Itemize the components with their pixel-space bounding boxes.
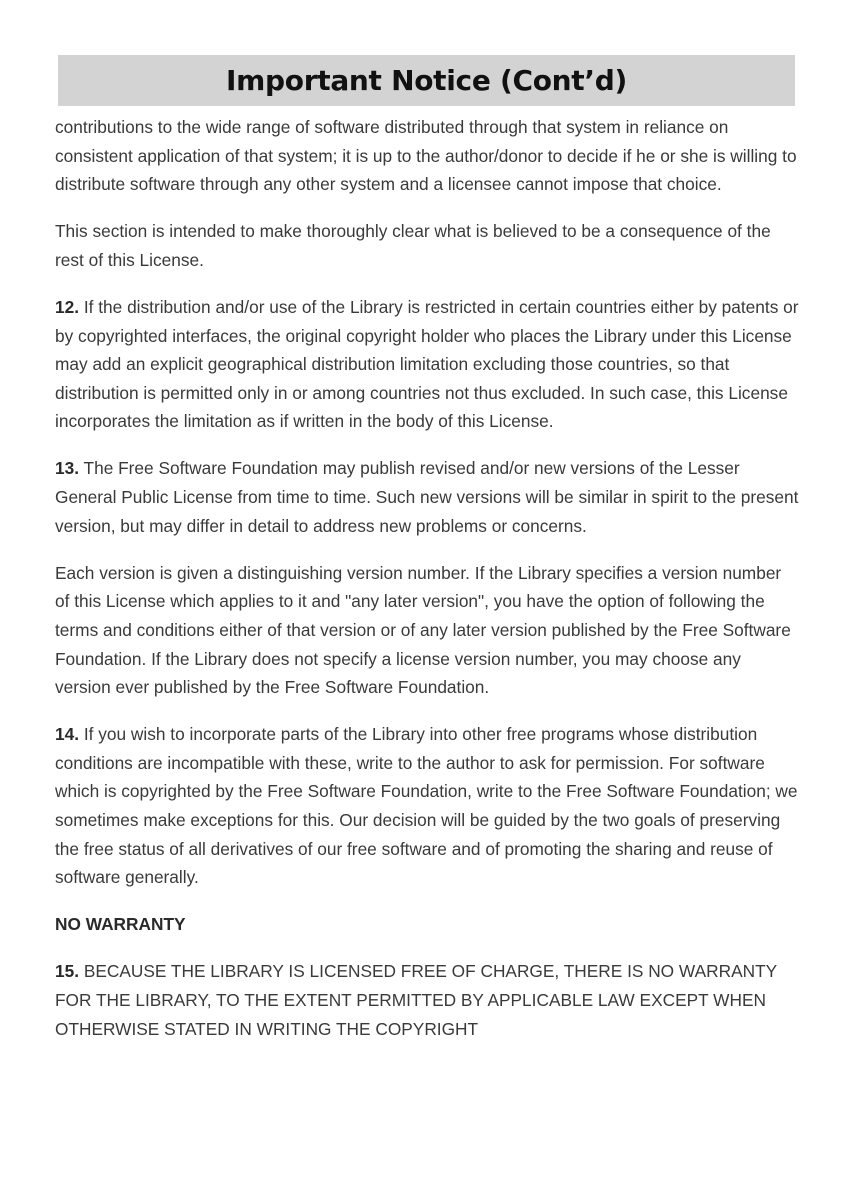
paragraph-version-number bbox=[55, 559, 800, 702]
paragraph-text: The Free Software Foundation may publish revised and/or new versions of the Lesser General Public License from time to time. Such new versions will be similar in spirit to the present version, but may differ in detail to address new problems or concerns. bbox=[55, 458, 799, 536]
paragraph-text: This section is intended to make thoroughly clear what is believed to be a consequence of the rest of this License. bbox=[55, 221, 771, 270]
document-body bbox=[55, 113, 800, 1062]
page-title: Important Notice (Cont’d) bbox=[226, 64, 627, 97]
title-banner bbox=[58, 55, 795, 106]
paragraph-text: BECAUSE THE LIBRARY IS LICENSED FREE OF CHARGE, THERE IS NO WARRANTY FOR THE LIBRARY, TO THE EXTENT PERMITTED BY APPLICABLE LAW EXCEPT WHEN OTHERWISE STATED IN WRITING THE COPYRIGHT bbox=[55, 961, 777, 1039]
paragraph-text: contributions to the wide range of software distributed through that system in reliance on consistent application of that system; it is up to the author/donor to decide if he or she is willing to distribute software through any other system and a licensee cannot impose that choice. bbox=[55, 117, 797, 195]
clause-number: 12. bbox=[55, 296, 80, 317]
paragraph-clause-12 bbox=[55, 293, 800, 436]
paragraph-clause-14 bbox=[55, 720, 800, 892]
clause-number: 14. bbox=[55, 724, 80, 745]
paragraph-text: If the distribution and/or use of the Library is restricted in certain countries either by patents or by copyrighted interfaces, the original copyright holder who places the Library under this License may add an explicit geographical distribution limitation excluding those countries, so that distribution is permitted only in or among countries not thus excluded. In such case, this License incorporates the limitation as if written in the body of this License. bbox=[55, 296, 799, 432]
paragraph-text: If you wish to incorporate parts of the Library into other free programs whose distribution conditions are incompatible with these, write to the author to ask for permission. For software which is copyrighted by the Free Software Foundation, write to the Free Software Foundation; we sometimes make exceptions for this. Our decision will be guided by the two goals of preserving the free status of all derivatives of our free software and of promoting the sharing and reuse of software generally. bbox=[55, 724, 798, 888]
paragraph-clause-15 bbox=[55, 957, 800, 1043]
clause-number: 15. bbox=[55, 961, 80, 982]
paragraph-section-intent bbox=[55, 217, 800, 274]
paragraph-text: Each version is given a distinguishing version number. If the Library specifies a version number of this License which applies to it and "any later version", you have the option of following the terms and conditions either of that version or of any later version published by the Free Software Foundation. If the Library does not specify a license version number, you may choose any version ever published by the Free Software Foundation. bbox=[55, 562, 791, 698]
paragraph-continued bbox=[55, 113, 800, 199]
paragraph-clause-13 bbox=[55, 454, 800, 540]
warranty-heading: NO WARRANTY bbox=[55, 914, 186, 935]
clause-number: 13. bbox=[55, 458, 80, 479]
